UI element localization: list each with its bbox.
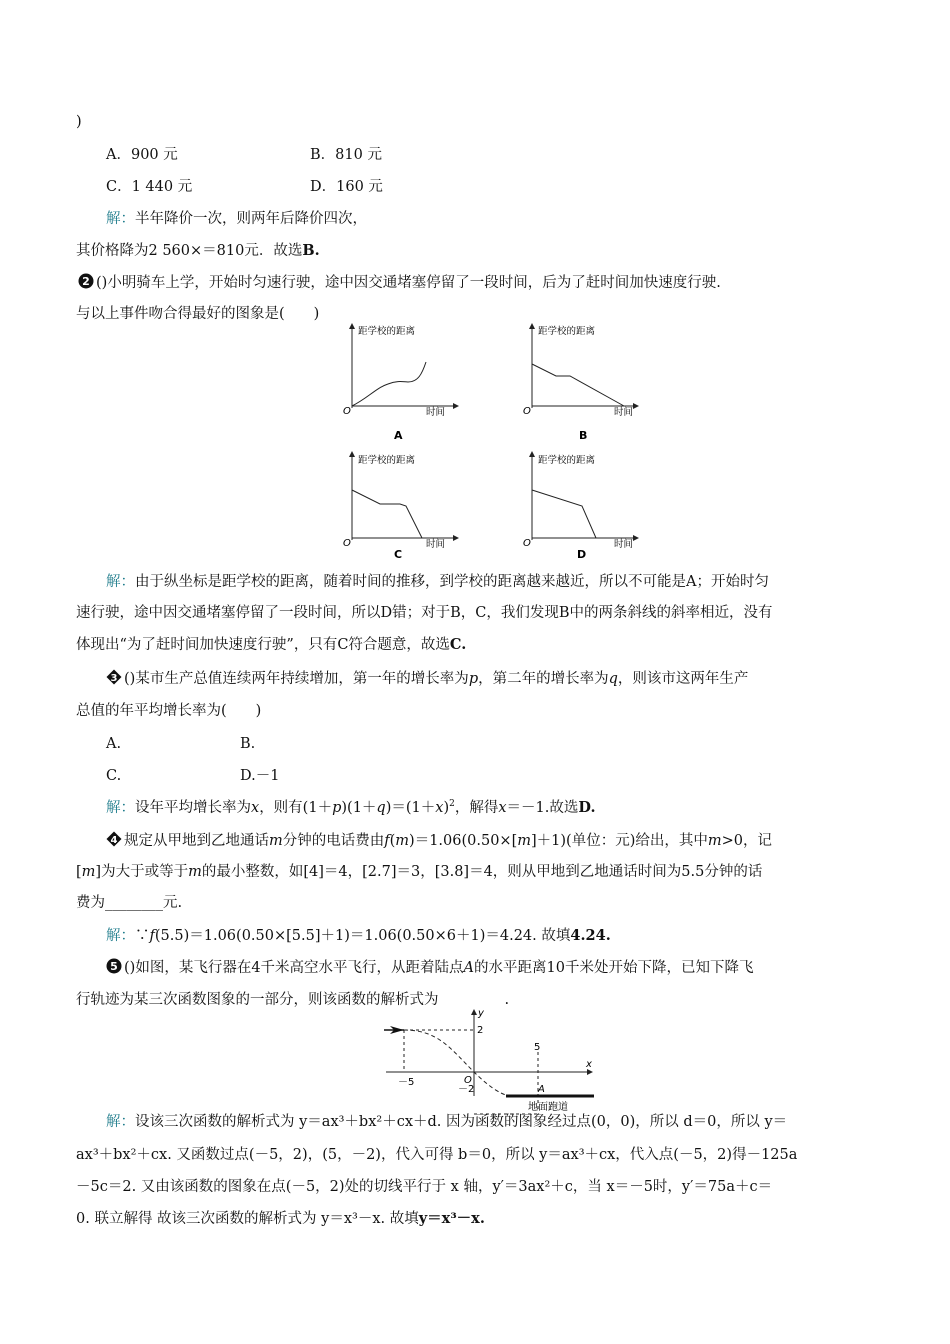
q4-stem-line-1: 4 规定从甲地到乙地通话m分钟的电话费由f(m)＝1.06(0.50×[m]＋1)(单位：元)给出，其中m>0，记	[106, 831, 906, 851]
svg-text:距学校的距离: 距学校的距离	[538, 326, 596, 337]
svg-text:3: 3	[110, 673, 118, 684]
svg-text:时间: 时间	[614, 539, 634, 550]
q1-answer: B.	[302, 242, 320, 259]
graph-b	[523, 324, 638, 442]
svg-text:距学校的距离: 距学校的距离	[358, 326, 416, 337]
q5-answer: y＝x³－x.	[418, 1210, 485, 1227]
q1-option-b: B．810 元	[310, 147, 382, 163]
svg-text:距学校的距离: 距学校的距离	[538, 455, 596, 466]
q5-solution-line-4: 0. 联立解得 故该三次函数的解析式为 y＝x³－x. 故填y＝x³－x.	[76, 1210, 485, 1227]
q5-stem-line-1: 5 ()如图，某飞行器在4千米高空水平飞行，从距着陆点A的水平距离10千米处开始下降，已知下降飞	[106, 958, 906, 978]
svg-text:O: O	[343, 406, 351, 417]
q1-solution-line-2: 其价格降为2 560×＝810元．故选B.	[76, 242, 320, 259]
number-badge-5-icon	[106, 958, 122, 974]
svg-text:A: A	[394, 429, 403, 442]
q3-stem-line-1: 3 ()某市生产总值连续两年持续增加，第一年的增长率为p，第二年的增长率为q，则该市这两年生产	[106, 669, 906, 689]
svg-text:O: O	[464, 1075, 472, 1086]
aircraft-icon	[384, 1026, 404, 1034]
svg-text:－5: －5	[398, 1077, 415, 1088]
q2-stem-line-1: 2 ()小明骑车上学，开始时匀速行驶，途中因交通堵塞停留了一段时间，后为了赶时间加快速度行驶.	[78, 273, 878, 293]
svg-text:O: O	[523, 406, 531, 417]
q5-solution-line-2: ax³＋bx²＋cx. 又函数过点(－5，2)，(5，－2)，代入可得 b＝0，所以 y＝ax³＋cx，代入点(－5，2)得－125a	[76, 1147, 798, 1163]
svg-text:4: 4	[110, 835, 118, 846]
number-badge-4-icon	[106, 831, 122, 847]
q5-solution-line-1: 解：设该三次函数的解析式为 y＝ax³＋bx²＋cx＋d. 因为函数的图象经过点(0，0)，所以 d＝0，所以 y＝	[106, 1114, 788, 1130]
q2-solution-line-3: 体现出“为了赶时间加快速度行驶”，只有C符合题意，故选C.	[76, 636, 467, 653]
q5-stem-line-2: 行轨迹为某三次函数图象的一部分，则该函数的解析式为 .	[76, 992, 510, 1008]
svg-text:距学校的距离: 距学校的距离	[358, 455, 416, 466]
svg-text:x: x	[586, 1059, 592, 1070]
q5-flight-figure	[380, 1006, 600, 1113]
svg-text:5: 5	[534, 1042, 541, 1053]
svg-text:O: O	[523, 538, 531, 549]
svg-text:时间: 时间	[426, 539, 446, 550]
q5-solution-line-3: －5c＝2. 又由该函数的图象在点(－5，2)处的切线平行于 x 轴，y′＝3ax²＋c，当 x＝－5时，y′＝75a＋c＝	[76, 1179, 773, 1195]
q2-solution-line-1: 解：由于纵坐标是距学校的距离，随着时间的推移，到学校的距离越来越近，所以不可能是A；开始时匀	[106, 574, 769, 590]
q2-graphs-figure	[330, 318, 670, 561]
svg-text:y: y	[478, 1008, 484, 1019]
q1-option-c: C．1 440 元	[106, 179, 193, 195]
q3-answer: D.	[578, 799, 596, 816]
svg-text:时间: 时间	[614, 407, 634, 418]
q1-option-a: A．900 元	[106, 147, 178, 163]
svg-text:2: 2	[477, 1025, 484, 1036]
graph-d	[523, 452, 638, 561]
q4-stem-line-2: [m]为大于或等于m的最小整数，如[4]＝4，[2.7]＝3，[3.8]＝4，则从甲地到乙地通话时间为5.5分钟的话	[76, 864, 763, 880]
solution-label: 解：	[106, 211, 135, 227]
svg-text:A: A	[538, 1084, 545, 1095]
q1-lead: )	[76, 114, 82, 130]
svg-text:C: C	[394, 548, 403, 561]
number-badge-2-icon	[78, 273, 94, 289]
q4-solution-line-1: 解：∵f(5.5)＝1.06(0.50×[5.5]＋1)＝1.06(0.50×6＋1)＝4.24. 故填4.24.	[106, 927, 611, 944]
q3-option-b: B.	[240, 736, 256, 752]
q4-answer: 4.24.	[570, 927, 611, 944]
q4-stem-line-3: 费为________元.	[76, 895, 183, 911]
q1-option-d: D．160 元	[310, 179, 383, 195]
svg-text:时间: 时间	[426, 407, 446, 418]
svg-text:地面跑道: 地面跑道	[528, 1102, 568, 1113]
graph-a	[343, 324, 458, 442]
q3-solution-line-1: 解：设年平均增长率为x，则有$(1+p)(1+q)=(1+x)^2$，解得x＝－1.故选D.	[106, 799, 596, 816]
q3-option-c: C.	[106, 768, 122, 784]
number-badge-3-icon	[106, 669, 122, 685]
q2-solution-line-2: 速行驶，途中因交通堵塞停留了一段时间，所以D错；对于B，C，我们发现B中的两条斜线的斜率相近，没有	[76, 605, 773, 621]
svg-text:O: O	[343, 538, 351, 549]
q3-option-d: D.－1	[240, 768, 280, 784]
svg-text:－2: －2	[458, 1084, 475, 1095]
svg-text:2: 2	[82, 275, 90, 288]
q3-stem-line-2: 总值的年平均增长率为( )	[76, 703, 262, 719]
q1-solution-line-1: 解：半年降价一次，则两年后降价四次，	[106, 211, 367, 227]
svg-text:5: 5	[110, 960, 118, 973]
svg-text:B: B	[579, 429, 588, 442]
q2-answer: C.	[449, 636, 467, 653]
q3-option-a: A.	[106, 736, 122, 752]
q2-stem-line-2: 与以上事件吻合得最好的图象是( )	[76, 306, 320, 322]
graph-c	[343, 452, 458, 561]
svg-text:D: D	[577, 548, 587, 561]
